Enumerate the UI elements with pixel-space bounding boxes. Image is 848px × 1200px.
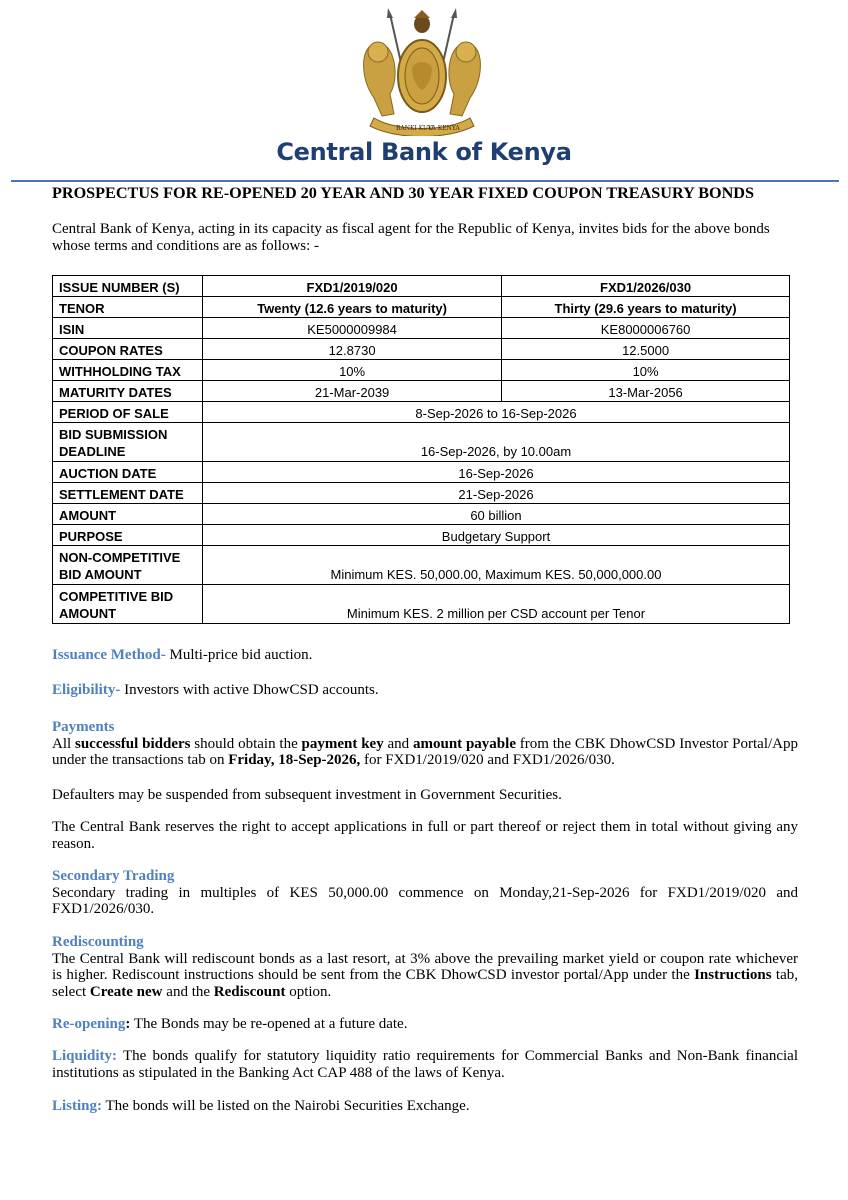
competitive-label-line1: COMPETITIVE BID <box>59 589 174 604</box>
table-row <box>53 585 790 624</box>
isin-a: KE5000009984 <box>203 318 502 339</box>
rediscounting-text-part: and the <box>162 983 214 1000</box>
issuance-method-section <box>52 647 798 664</box>
liquidity-section <box>52 1048 798 1081</box>
issuance-method-text: Multi-price bid auction. <box>165 647 313 663</box>
bid-deadline-value: 16-Sep-2026, by 10.00am <box>203 423 790 462</box>
withholding-tax-b: 10% <box>502 360 790 381</box>
bid-deadline-label-line2: DEADLINE <box>59 444 126 459</box>
tenor-b: Thirty (29.6 years to maturity) <box>502 297 790 318</box>
auction-date-value: 16-Sep-2026 <box>203 462 790 483</box>
rediscounting-text-part: option. <box>285 983 332 1000</box>
purpose-label: PURPOSE <box>53 525 203 546</box>
reopening-section <box>52 1016 798 1033</box>
bank-name: Central Bank of Kenya <box>276 138 572 166</box>
non-competitive-label <box>53 546 203 585</box>
issue-number-label: ISSUE NUMBER (S) <box>53 276 203 297</box>
table-row <box>53 462 790 483</box>
crest-motto-left: BANKI KUU <box>396 125 434 132</box>
reopening-colon: : <box>125 1016 131 1032</box>
secondary-trading-text: Secondary trading in multiples of KES 50,000.00 commence on Monday,21-Sep-2026 for FXD1/2019/020 and FXD1/2026/030. <box>52 884 798 917</box>
bid-deadline-label-line1: BID SUBMISSION <box>59 427 168 442</box>
rediscounting-heading: Rediscounting <box>52 934 144 950</box>
non-competitive-label-line1: NON-COMPETITIVE <box>59 550 181 565</box>
table-row <box>53 381 790 402</box>
rediscounting-text-part: tab, select <box>52 967 799 1000</box>
intro-paragraph: Central Bank of Kenya, acting in its capacity as fiscal agent for the Republic of Kenya, invites bids for the above bonds whose terms and conditions are as follows: - <box>52 221 770 254</box>
payments-bold-part: amount payable <box>412 735 516 752</box>
payments-text <box>52 736 798 769</box>
rediscounting-bold-part: Rediscount <box>213 983 286 1000</box>
rediscounting-bold-part: Create new <box>89 983 163 1000</box>
reserves-paragraph: The Central Bank reserves the right to accept applications in full or part thereof or reject them in total without giving any reason. <box>52 819 798 852</box>
period-of-sale-label: PERIOD OF SALE <box>53 402 203 423</box>
issue-number-a: FXD1/2019/020 <box>203 276 502 297</box>
document-title: PROSPECTUS FOR RE-OPENED 20 YEAR AND 30 YEAR FIXED COUPON TREASURY BONDS <box>52 184 754 202</box>
coat-of-arms-logo <box>352 6 492 136</box>
amount-label: AMOUNT <box>53 504 203 525</box>
table-row <box>53 546 790 585</box>
bid-deadline-label <box>53 423 203 462</box>
isin-label: ISIN <box>53 318 203 339</box>
payments-text-part: All <box>52 735 75 752</box>
coupon-a: 12.8730 <box>203 339 502 360</box>
payments-text-part: for FXD1/2019/020 and FXD1/2026/030. <box>360 752 615 768</box>
non-competitive-label-line2: BID AMOUNT <box>59 567 142 582</box>
period-of-sale-value: 8-Sep-2026 to 16-Sep-2026 <box>203 402 790 423</box>
payments-bold-part: Friday, 18-Sep-2026, <box>228 752 361 768</box>
table-row <box>53 483 790 504</box>
issue-number-b: FXD1/2026/030 <box>502 276 790 297</box>
competitive-value: Minimum KES. 2 million per CSD account per Tenor <box>203 585 790 624</box>
payments-text-part: and <box>383 735 413 752</box>
table-row <box>53 423 790 462</box>
maturity-b: 13-Mar-2056 <box>502 381 790 402</box>
table-row <box>53 525 790 546</box>
tenor-label: TENOR <box>53 297 203 318</box>
table-row <box>53 276 790 297</box>
eligibility-heading: Eligibility- <box>52 682 121 698</box>
auction-date-label: AUCTION DATE <box>53 462 203 483</box>
rediscounting-text-part: The Central Bank will rediscount bonds as a last resort, at 3% above the prevailing market yield or coupon rate whichever is higher. Rediscount instructions should be sent from the CBK DhowCSD investor portal/App under the <box>52 950 798 983</box>
eligibility-text: Investors with active DhowCSD accounts. <box>120 682 379 698</box>
competitive-label-line2: AMOUNT <box>59 606 117 621</box>
settlement-date-label: SETTLEMENT DATE <box>53 483 203 504</box>
table-row <box>53 318 790 339</box>
settlement-date-value: 21-Sep-2026 <box>203 483 790 504</box>
reopening-heading: Re-opening <box>52 1016 126 1032</box>
eligibility-section <box>52 682 798 699</box>
table-row <box>53 297 790 318</box>
rediscounting-section <box>52 934 798 1000</box>
payments-bold-part: successful bidders <box>74 735 191 752</box>
crest-motto-right: YA KENYA <box>428 125 460 132</box>
payments-text-part: from the CBK DhowCSD Investor Portal/App under the transactions tab on <box>52 735 798 768</box>
listing-heading: Listing: <box>52 1098 103 1114</box>
coupon-b: 12.5000 <box>502 339 790 360</box>
tenor-a: Twenty (12.6 years to maturity) <box>203 297 502 318</box>
amount-value: 60 billion <box>203 504 790 525</box>
maturity-label: MATURITY DATES <box>53 381 203 402</box>
listing-section <box>52 1098 798 1115</box>
non-competitive-value: Minimum KES. 50,000.00, Maximum KES. 50,000,000.00 <box>203 546 790 585</box>
liquidity-heading: Liquidity: <box>52 1048 118 1064</box>
header-divider <box>11 180 839 182</box>
letterhead <box>0 0 848 182</box>
coupon-label: COUPON RATES <box>53 339 203 360</box>
purpose-value: Budgetary Support <box>203 525 790 546</box>
secondary-trading-section <box>52 868 798 918</box>
payments-text-part: should obtain the <box>190 735 302 752</box>
table-row <box>53 402 790 423</box>
payments-section <box>52 719 798 769</box>
listing-text: The bonds will be listed on the Nairobi Securities Exchange. <box>102 1098 470 1114</box>
secondary-trading-heading: Secondary Trading <box>52 868 175 884</box>
isin-b: KE8000006760 <box>502 318 790 339</box>
payments-bold-part: payment key <box>301 735 384 752</box>
competitive-label <box>53 585 203 624</box>
table-row <box>53 339 790 360</box>
rediscounting-bold-part: Instructions <box>694 967 772 983</box>
issuance-method-heading: Issuance Method- <box>52 647 166 663</box>
payments-heading: Payments <box>52 719 115 735</box>
rediscounting-text <box>52 951 798 1001</box>
defaulters-paragraph: Defaulters may be suspended from subsequent investment in Government Securities. <box>52 787 562 803</box>
bond-terms-table <box>52 275 790 624</box>
liquidity-text: The bonds qualify for statutory liquidity ratio requirements for Commercial Banks and Non-Bank financial institutions as stipulated in the Banking Act CAP 488 of the laws of Kenya. <box>52 1048 798 1081</box>
table-row <box>53 504 790 525</box>
withholding-tax-label: WITHHOLDING TAX <box>53 360 203 381</box>
maturity-a: 21-Mar-2039 <box>203 381 502 402</box>
withholding-tax-a: 10% <box>203 360 502 381</box>
table-row <box>53 360 790 381</box>
reopening-text: The Bonds may be re-opened at a future date. <box>130 1016 408 1032</box>
